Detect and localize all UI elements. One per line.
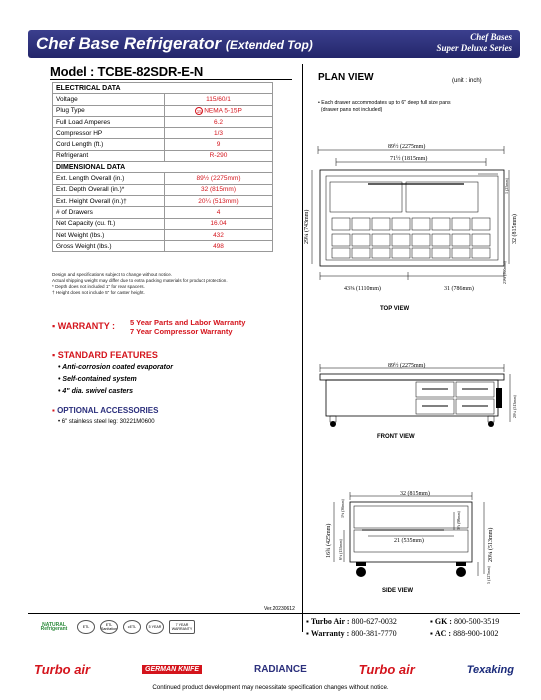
plan-view-heading: PLAN VIEW <box>318 72 374 83</box>
front-view-drawing <box>304 362 520 432</box>
top-view-drawing <box>304 134 520 306</box>
spec-value <box>165 105 273 116</box>
title-banner <box>28 30 520 58</box>
series-line-1: Chef Bases <box>470 32 512 42</box>
features-heading: ▪ STANDARD FEATURES <box>52 350 158 360</box>
table-row <box>53 229 273 240</box>
spec-label: Net Weight (lbs.) <box>53 229 165 240</box>
plug-type-value: NEMA 5-15P <box>204 107 242 115</box>
table-row <box>53 139 273 150</box>
dim-depth-overall: 32 (815mm) <box>512 214 518 244</box>
dim-overall-length: 89½ (2275mm) <box>388 144 426 150</box>
spec-label: Plug Type <box>53 105 165 116</box>
dim-left: 43⅜ (1110mm) <box>344 286 381 292</box>
list-item: • Self-contained system <box>58 376 137 383</box>
features-heading-text: STANDARD FEATURES <box>57 350 158 360</box>
spec-label: Net Capacity (cu. ft.) <box>53 218 165 229</box>
five-year-logo: 5 YEAR <box>146 620 164 634</box>
top-view-label: TOP VIEW <box>380 306 410 312</box>
spec-value: 4 <box>165 207 273 218</box>
dim-side-height: 20¼ (513mm) <box>488 527 494 562</box>
dim-side-depth: 32 (815mm) <box>400 491 430 497</box>
spec-label: Refrigerant <box>53 150 165 161</box>
spec-label: Ext. Height Overall (in.)† <box>53 195 165 206</box>
turbo-air-logo-2: Turbo air <box>358 662 415 677</box>
turbo-air-phone: 800-627-0032 <box>351 617 397 626</box>
spec-label: Gross Weight (lbs.) <box>53 241 165 252</box>
drawer-note-line-2: (drawer pans not included) <box>320 106 383 113</box>
accessories-heading-text: OPTIONAL ACCESSORIES <box>57 406 159 415</box>
table-row <box>53 173 273 184</box>
table-row <box>53 116 273 127</box>
dim-right: 31 (786mm) <box>444 286 474 292</box>
side-view-label: SIDE VIEW <box>382 588 414 594</box>
ac-label: AC : <box>434 629 452 638</box>
seven-year-warranty-logo: 7 YEAR WARRANTY <box>169 620 195 634</box>
spec-label: Cord Length (ft.) <box>53 139 165 150</box>
table-row <box>53 94 273 105</box>
front-view-label: FRONT VIEW <box>377 434 415 440</box>
natural-refrigerant-logo: NATURAL Refrigerant <box>40 622 68 632</box>
dim-rear: 23¼ (590mm) <box>502 261 507 284</box>
version-label: Ver.20230612 <box>264 606 295 612</box>
contact-block: ▪ Turbo Air : 800-627-0032 ▪ GK : 800-500-3519 ▪ Warranty : 800-381-7770 ▪ AC : 888-900-1002 <box>306 617 500 638</box>
spec-label: Ext. Length Overall (in.) <box>53 173 165 184</box>
warranty-line-1: 5 Year Parts and Labor Warranty <box>130 318 246 327</box>
model-number: Model : TCBE-82SDR-E-N <box>50 64 204 79</box>
product-title: Chef Base Refrigerator <box>36 34 222 53</box>
spec-value: 432 <box>165 229 273 240</box>
table-row <box>53 207 273 218</box>
accessory-text: 6" stainless steel leg: 30221M0600 <box>61 419 155 425</box>
note-line: Design and specifications subject to change without notice. <box>52 272 173 277</box>
german-knife-logo: GERMAN KNIFE <box>142 665 202 674</box>
etl-sanitation-logo: ETL Sanitation <box>100 620 118 634</box>
spec-notes <box>52 272 228 296</box>
product-title-suffix: (Extended Top) <box>225 38 313 52</box>
dim-inner-length: 71½ (1815mm) <box>390 156 428 162</box>
spec-value: 32 (815mm) <box>165 184 273 195</box>
side-view-drawing <box>304 488 520 586</box>
spec-value: 498 <box>165 241 273 252</box>
note-line: * Depth does not included 1" for rear spacers. <box>52 284 145 289</box>
list-item: • 4" dia. swivel casters <box>58 388 134 395</box>
model-divider <box>50 79 292 80</box>
warranty-phone: 800-381-7770 <box>351 629 397 638</box>
drawer-note: • Each drawer accommodates up to 6" deep full size pans (drawer pans not included) <box>318 100 451 113</box>
turbo-air-logo: Turbo air <box>34 662 91 677</box>
footer-divider <box>28 613 520 614</box>
column-divider <box>302 64 303 632</box>
certification-logos <box>36 620 195 634</box>
table-row <box>53 150 273 161</box>
spec-value: 9 <box>165 139 273 150</box>
warranty-line-2: 7 Year Compressor Warranty <box>130 327 233 336</box>
nema-plug-icon: 15 <box>196 108 202 114</box>
note-line: † Height does not include 5" for caster height. <box>52 290 145 295</box>
spec-label: # of Drawers <box>53 207 165 218</box>
spec-label: Compressor HP <box>53 128 165 139</box>
spec-label: Ext. Depth Overall (in.)* <box>53 184 165 195</box>
spec-value: 115/60/1 <box>165 94 273 105</box>
dim-front-height: 20¼ (513mm) <box>512 395 517 418</box>
series-label <box>436 32 512 54</box>
feature-text: 4" dia. swivel casters <box>62 388 134 395</box>
texaking-logo: Texaking <box>466 663 514 676</box>
spec-value: 6.2 <box>165 116 273 127</box>
dim-front-length: 89½ (2275mm) <box>388 363 426 369</box>
dim-side-lower: 6⅛ (155mm) <box>338 539 343 560</box>
table-row <box>53 218 273 229</box>
spec-value: 89½ (2275mm) <box>165 173 273 184</box>
dimensional-heading: DIMENSIONAL DATA <box>53 162 273 173</box>
dim-edge: 1 (25mm) <box>504 178 509 194</box>
dim-side-left: 16¾ (425mm) <box>326 523 332 558</box>
warranty-label: ▪ WARRANTY : <box>52 321 116 331</box>
warranty-lines <box>130 318 245 336</box>
dim-side-base: 5 (127mm) <box>486 566 491 584</box>
feature-text: Self-contained system <box>62 376 137 383</box>
table-row <box>53 105 273 116</box>
gk-phone: 800-500-3519 <box>453 617 500 626</box>
dim-side-top: 1⅜ (36mm) <box>340 499 345 518</box>
dim-side-drawer: 21 (535mm) <box>394 538 424 544</box>
page-title <box>36 34 313 54</box>
spec-value: R-290 <box>165 150 273 161</box>
dim-depth: 29¼ (743mm) <box>304 209 310 244</box>
dim-side-mid: 3⅞ (98mm) <box>456 511 461 530</box>
etl-logo: ETL <box>77 620 95 634</box>
radiance-logo: RADIANCE <box>253 664 307 675</box>
table-row <box>53 241 273 252</box>
drawer-note-line-1: Each drawer accommodates up to 6" deep full size pans <box>321 100 451 106</box>
spec-label: Full Load Amperes <box>53 116 165 127</box>
spec-table <box>52 82 273 252</box>
note-line: Actual shipping weight may differ due to extra packing materials for product protection. <box>52 278 228 283</box>
series-line-2: Super Deluxe Series <box>436 43 512 53</box>
table-row <box>53 195 273 206</box>
cetl-logo: cETL <box>123 620 141 634</box>
spec-value: 1/3 <box>165 128 273 139</box>
ac-phone: 888-900-1002 <box>453 629 499 638</box>
turbo-air-label: Turbo Air : <box>310 617 350 626</box>
accessories-heading: ▪ OPTIONAL ACCESSORIES <box>52 406 159 415</box>
warranty-label-text: WARRANTY : <box>57 321 116 331</box>
brand-logos <box>34 662 514 677</box>
gk-label: GK : <box>434 617 452 626</box>
disclaimer: Continued product development may necessitate specification changes without notice. <box>152 684 389 691</box>
feature-text: Anti-corrosion coated evaporator <box>62 364 173 371</box>
spec-label: Voltage <box>53 94 165 105</box>
spec-value: 16.04 <box>165 218 273 229</box>
table-row <box>53 184 273 195</box>
spec-value: 20¼ (513mm) <box>165 195 273 206</box>
list-item: • Anti-corrosion coated evaporator <box>58 364 173 371</box>
warranty-contact-label: Warranty : <box>310 629 350 638</box>
electrical-heading: ELECTRICAL DATA <box>53 83 273 94</box>
unit-label: (unit : inch) <box>452 78 482 84</box>
table-row <box>53 128 273 139</box>
list-item: • 6" stainless steel leg: 30221M0600 <box>58 419 155 425</box>
